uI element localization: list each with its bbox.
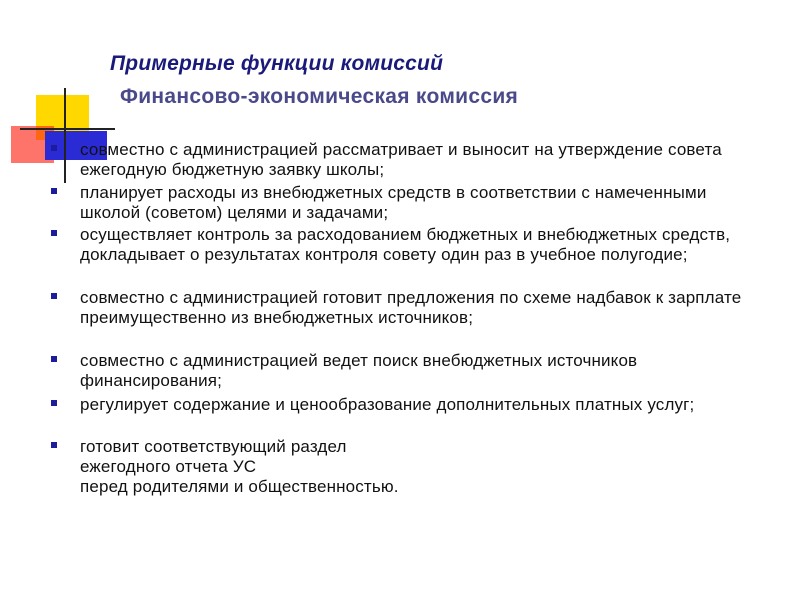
list-item (80, 225, 770, 265)
list-item-text: готовит соответствующий раздел ежегодного отчета УС перед родителями и общественностью. (80, 437, 399, 496)
list-item (80, 351, 770, 391)
slide-title: Примерные функции комиссий (110, 52, 444, 75)
list-item (80, 288, 770, 328)
bullet-icon (51, 188, 57, 194)
bullet-icon (51, 400, 57, 406)
list-item-text: планирует расходы из внебюджетных средств в соответствии с намеченными школой (советом) целями и задачами; (80, 183, 707, 222)
list-item-text: осуществляет контроль за расходованием бюджетных и внебюджетных средств, докладывает о результатах контроля совету один раз в учебное полугодие; (80, 225, 731, 264)
list-item (80, 140, 770, 180)
slide-subtitle: Финансово-экономическая комиссия (120, 85, 519, 108)
list-item (80, 437, 770, 497)
list-item-text: совместно с администрацией рассматривает и выносит на утверждение совета ежегодную бюджетную заявку школы; (80, 140, 722, 179)
bullet-icon (51, 145, 57, 151)
list-item (80, 395, 770, 415)
bullet-icon (51, 356, 57, 362)
bullet-icon (51, 230, 57, 236)
list-item-text: совместно с администрацией готовит предложения по схеме надбавок к зарплате преимущественно из внебюджетных источников; (80, 288, 742, 327)
list-item-text: совместно с администрацией ведет поиск внебюджетных источников финансирования; (80, 351, 638, 390)
bullet-icon (51, 442, 57, 448)
list-item-text: регулирует содержание и ценообразование дополнительных платных услуг; (80, 395, 695, 414)
list-item (80, 183, 770, 223)
bullet-icon (51, 293, 57, 299)
